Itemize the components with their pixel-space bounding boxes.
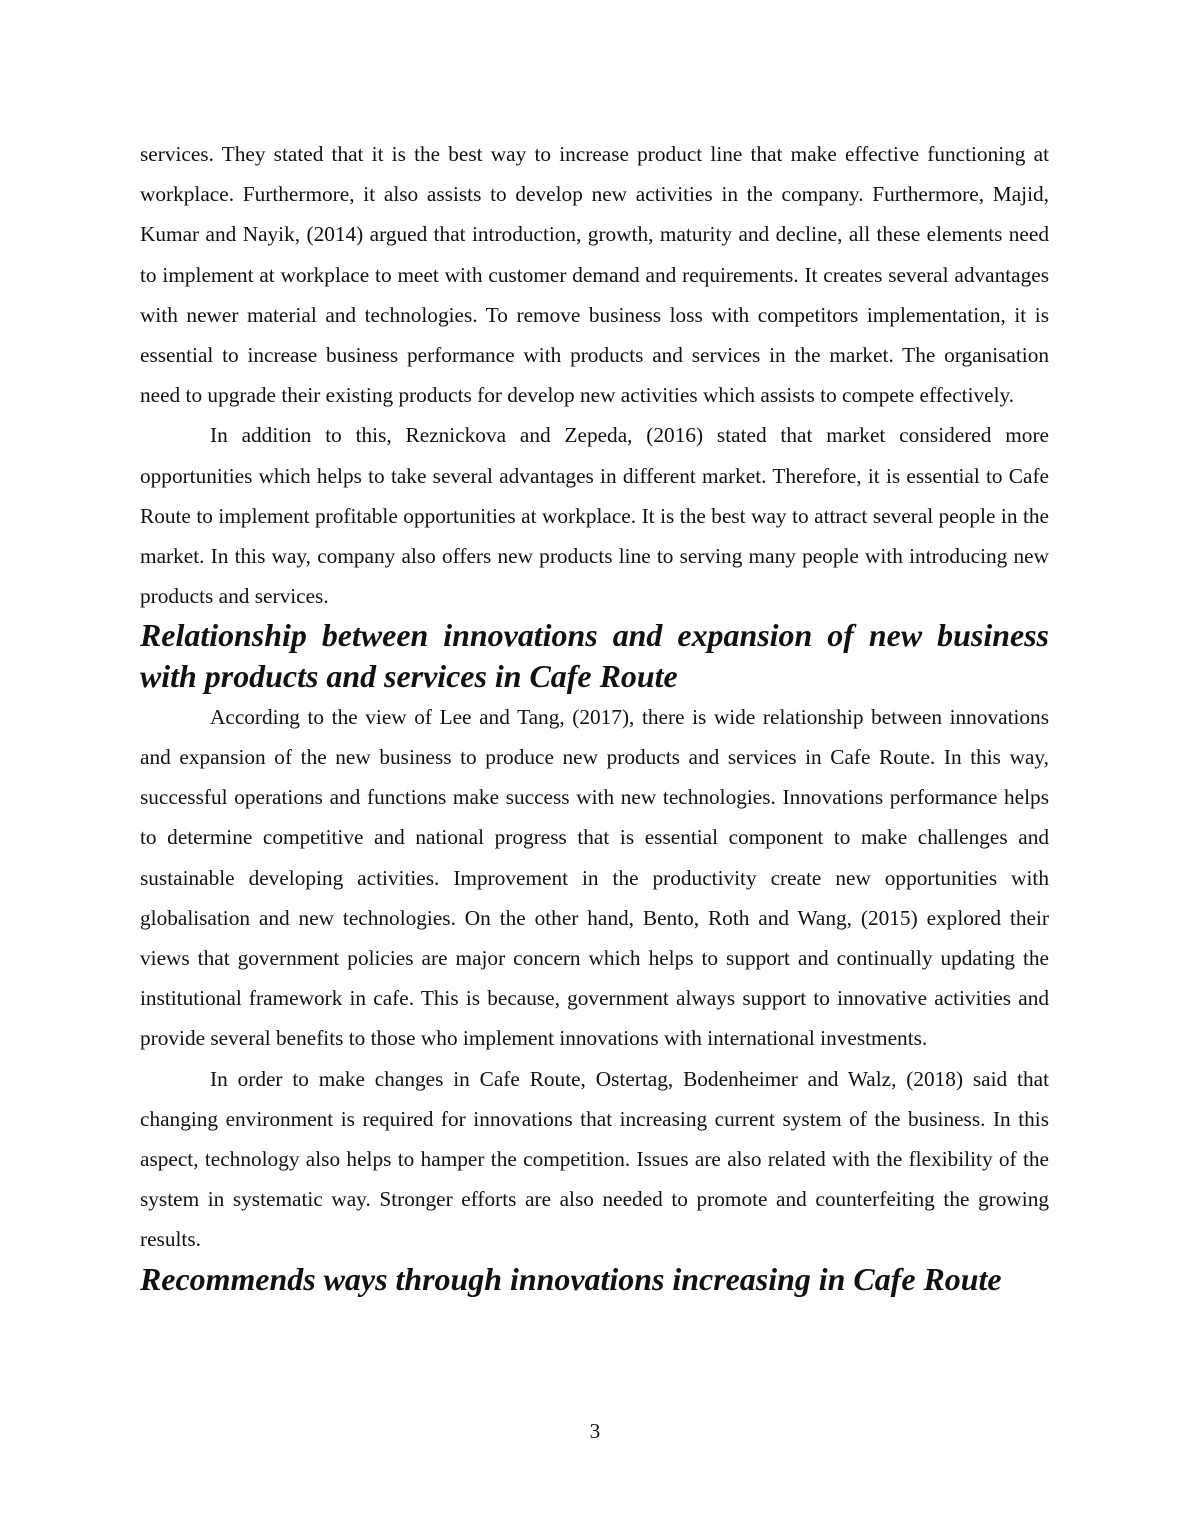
- body-paragraph: In addition to this, Reznickova and Zepeda, (2016) stated that market considered more opportunities which helps to take several advantages in different market. Therefore, it is essential to Cafe Route to implement profitable opportunities at workplace. It is the best way to attract several people in the market. In this way, company also offers new products line to serving many people with introducing new products and services.: [140, 423, 1049, 609]
- body-paragraph: services. They stated that it is the best way to increase product line that make effective functioning at workplace. Furthermore, it also assists to develop new activities in the company. Furthermore, Majid, Kumar and Nayik, (2014) argued that introduction, growth, maturity and decline, all these elements need to implement at workplace to meet with customer demand and requirements. It creates several advantages with newer material and technologies. To remove business loss with competitors implementation, it is essential to increase business performance with products and services in the market. The organisation need to upgrade their existing products for develop new activities which assists to compete effectively.: [140, 142, 1049, 408]
- page-number: 3: [589, 1419, 601, 1443]
- body-paragraph: In order to make changes in Cafe Route, Ostertag, Bodenheimer and Walz, (2018) said that changing environment is required for innovations that increasing current system of the business. In this aspect, technology also helps to hamper the competition. Issues are also related with the flexibility of the system in systematic way. Stronger efforts are also needed to promote and counterfeiting the growing results.: [140, 1066, 1049, 1252]
- section-heading: Relationship between innovations and expansion of new business with products and services in Cafe Route: [140, 618, 1049, 694]
- body-paragraph: According to the view of Lee and Tang, (2017), there is wide relationship between innovations and expansion of the new business to produce new products and services in Cafe Route. In this way, successful operations and functions make success with new technologies. Innovations performance helps to determine competitive and national progress that is essential component to make challenges and sustainable developing activities. Improvement in the productivity create new opportunities with globalisation and new technologies. On the other hand, Bento, Roth and Wang, (2015) explored their views that government policies are major concern which helps to support and continually updating the institutional framework in cafe. This is because, government always support to innovative activities and provide several benefits to those who implement innovations with international investments.: [140, 704, 1049, 1051]
- section-heading: Recommends ways through innovations increasing in Cafe Route: [140, 1261, 1002, 1297]
- document-page: [140, 134, 1049, 1300]
